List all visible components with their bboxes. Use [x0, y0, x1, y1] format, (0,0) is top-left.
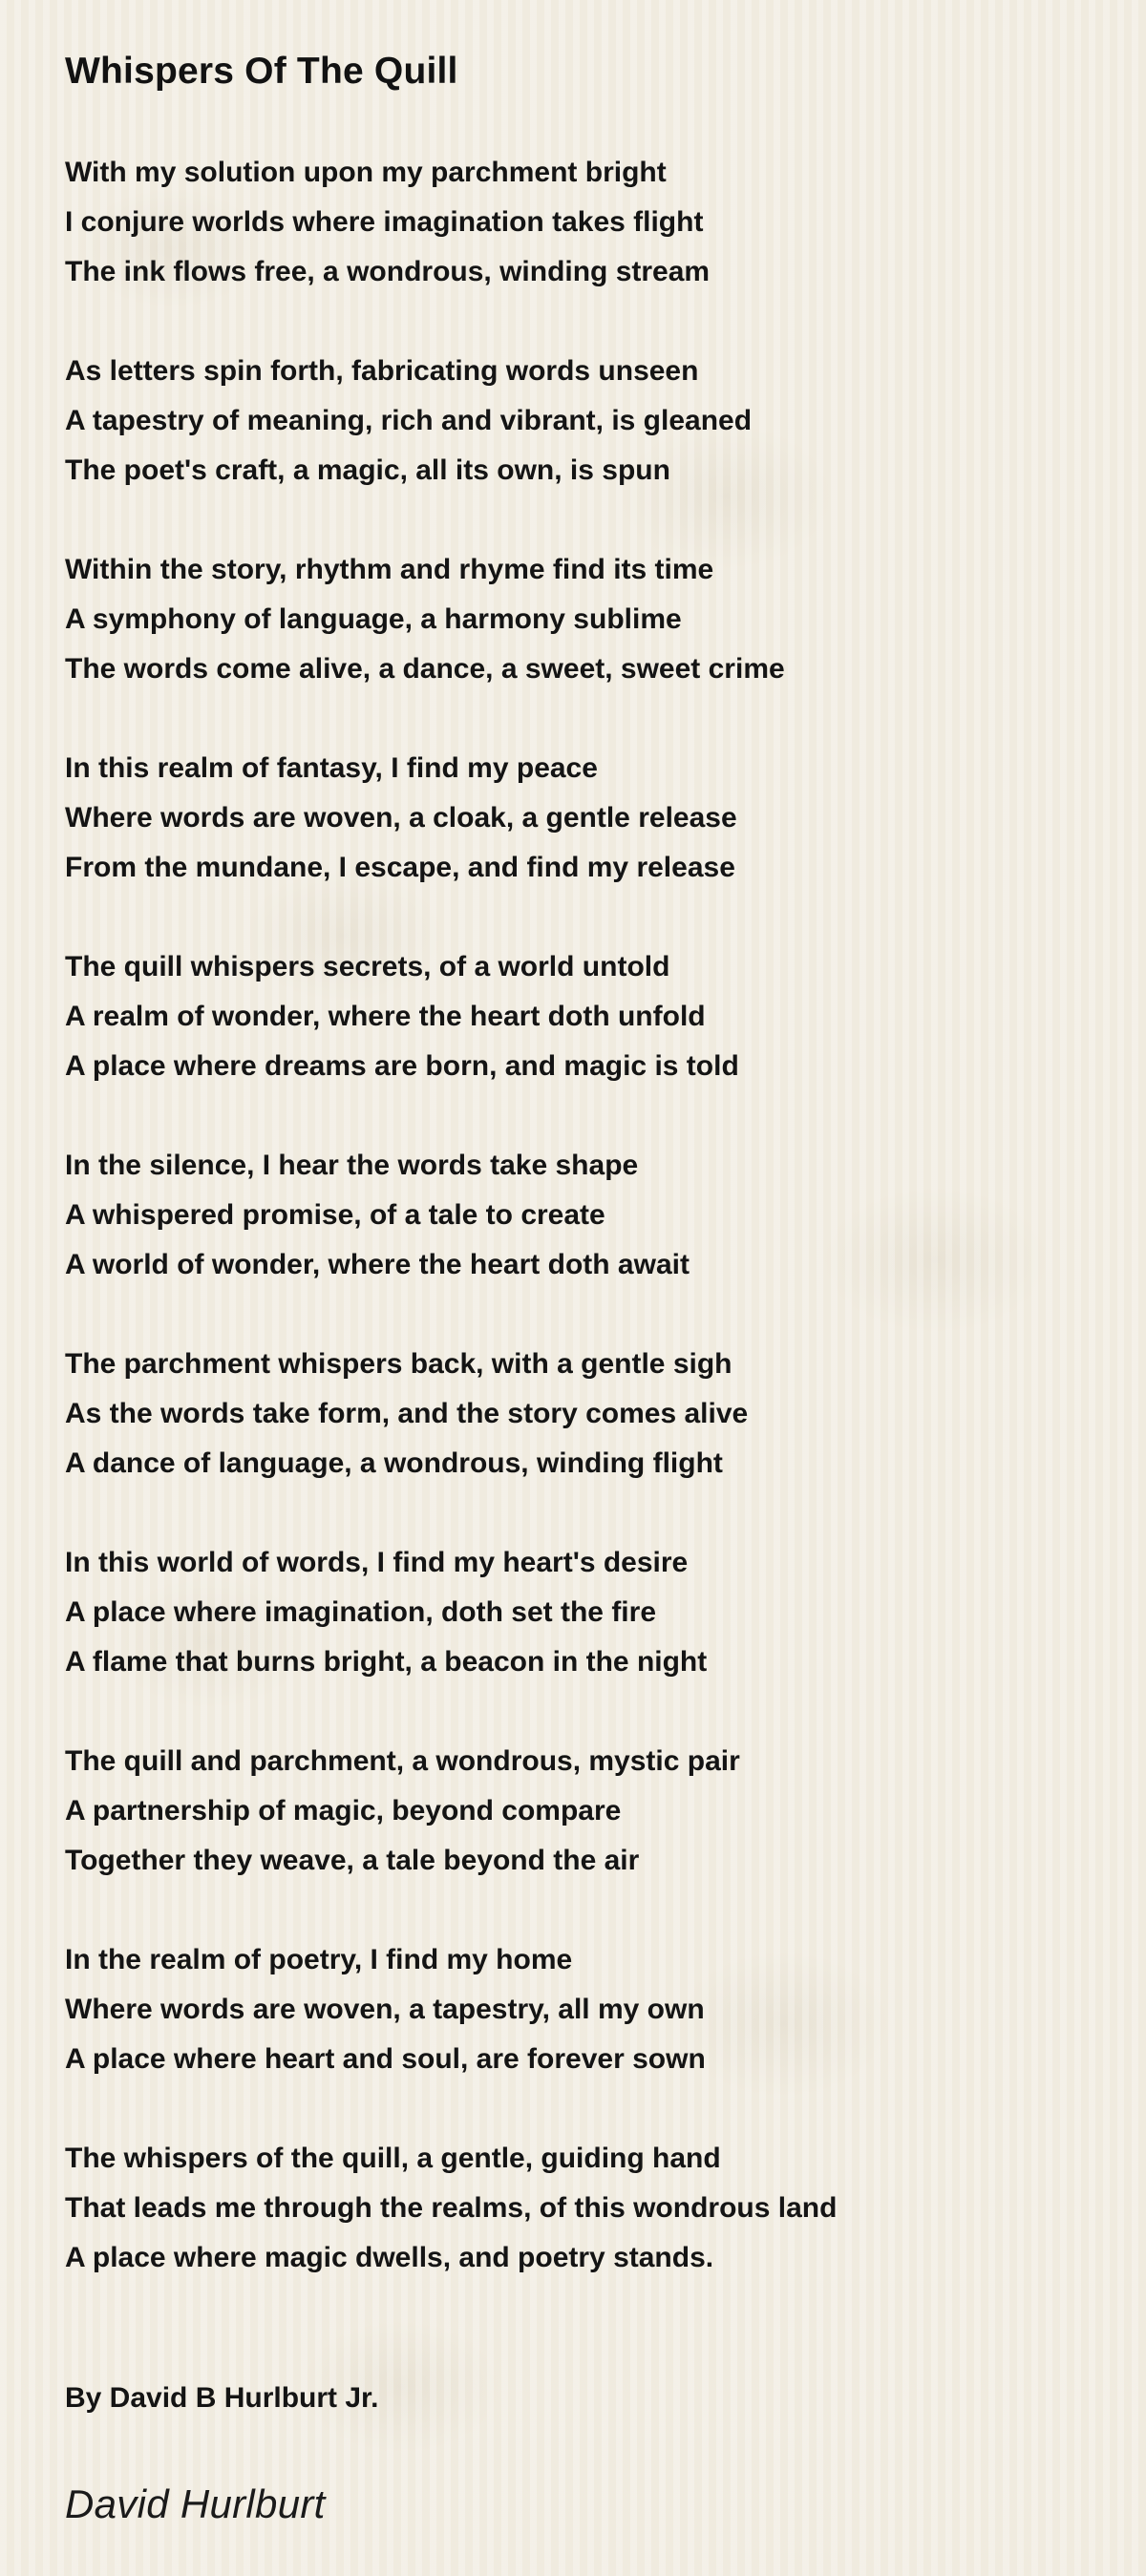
poem-line: A flame that burns bright, a beacon in the night: [65, 1646, 708, 1678]
author-byline: By David B Hurlburt Jr.: [65, 2382, 379, 2414]
poem-line: As the words take form, and the story comes alive: [65, 1398, 749, 1429]
poem-line: The quill whispers secrets, of a world untold: [65, 951, 670, 982]
poem-line: A dance of language, a wondrous, winding flight: [65, 1447, 723, 1479]
stanza: [65, 942, 1096, 1091]
poem-line: Together they weave, a tale beyond the air: [65, 1845, 640, 1876]
poem-line: I conjure worlds where imagination takes flight: [65, 206, 704, 238]
poem-line: In the realm of poetry, I find my home: [65, 1944, 573, 1975]
stanza: [65, 148, 1096, 297]
poem-line: Within the story, rhythm and rhyme find its time: [65, 554, 714, 585]
poem-line: That leads me through the realms, of this wondrous land: [65, 2192, 838, 2224]
poem-line: The ink flows free, a wondrous, winding stream: [65, 256, 711, 287]
poem-line: In the silence, I hear the words take shape: [65, 1150, 639, 1181]
poem-title: Whispers Of The Quill: [65, 51, 458, 92]
poem-line: The poet's craft, a magic, all its own, is spun: [65, 454, 670, 486]
stanza: [65, 347, 1096, 496]
poem-line: With my solution upon my parchment bright: [65, 157, 667, 188]
stanza: [65, 1737, 1096, 1886]
poem-line: A world of wonder, where the heart doth await: [65, 1249, 690, 1280]
poem-line: As letters spin forth, fabricating words unseen: [65, 355, 699, 387]
poem-line: Where words are woven, a cloak, a gentle release: [65, 802, 737, 834]
poem-line: In this world of words, I find my heart's desire: [65, 1547, 689, 1578]
stanza: [65, 1935, 1096, 2084]
poem-line: A place where imagination, doth set the fire: [65, 1596, 656, 1628]
stanza: [65, 744, 1096, 893]
poem-line: A symphony of language, a harmony sublime: [65, 603, 682, 635]
poem-line: A place where dreams are born, and magic is told: [65, 1050, 739, 1082]
stanza: [65, 1538, 1096, 1687]
poem-line: A place where magic dwells, and poetry stands.: [65, 2242, 714, 2273]
stanza: [65, 545, 1096, 694]
poem-line: Where words are woven, a tapestry, all my own: [65, 1994, 705, 2025]
stanza: [65, 1340, 1096, 1489]
poem-line: The whispers of the quill, a gentle, guiding hand: [65, 2143, 721, 2174]
poem-body: [65, 148, 1096, 2333]
poem-line: The quill and parchment, a wondrous, mystic pair: [65, 1745, 740, 1777]
poem-line: A whispered promise, of a tale to create: [65, 1199, 605, 1231]
poem-line: In this realm of fantasy, I find my peace: [65, 752, 598, 784]
poem-line: The words come alive, a dance, a sweet, sweet crime: [65, 653, 785, 685]
stanza: [65, 1141, 1096, 1290]
stanza: [65, 2134, 1096, 2283]
author-signature: David Hurlburt: [65, 2481, 326, 2526]
poem-line: A place where heart and soul, are forever sown: [65, 2043, 706, 2075]
poem-line: A tapestry of meaning, rich and vibrant, is gleaned: [65, 405, 753, 436]
poem-line: The parchment whispers back, with a gentle sigh: [65, 1348, 732, 1380]
poem-line: From the mundane, I escape, and find my release: [65, 852, 735, 883]
poem-line: A partnership of magic, beyond compare: [65, 1795, 622, 1826]
poem-line: A realm of wonder, where the heart doth unfold: [65, 1001, 706, 1032]
